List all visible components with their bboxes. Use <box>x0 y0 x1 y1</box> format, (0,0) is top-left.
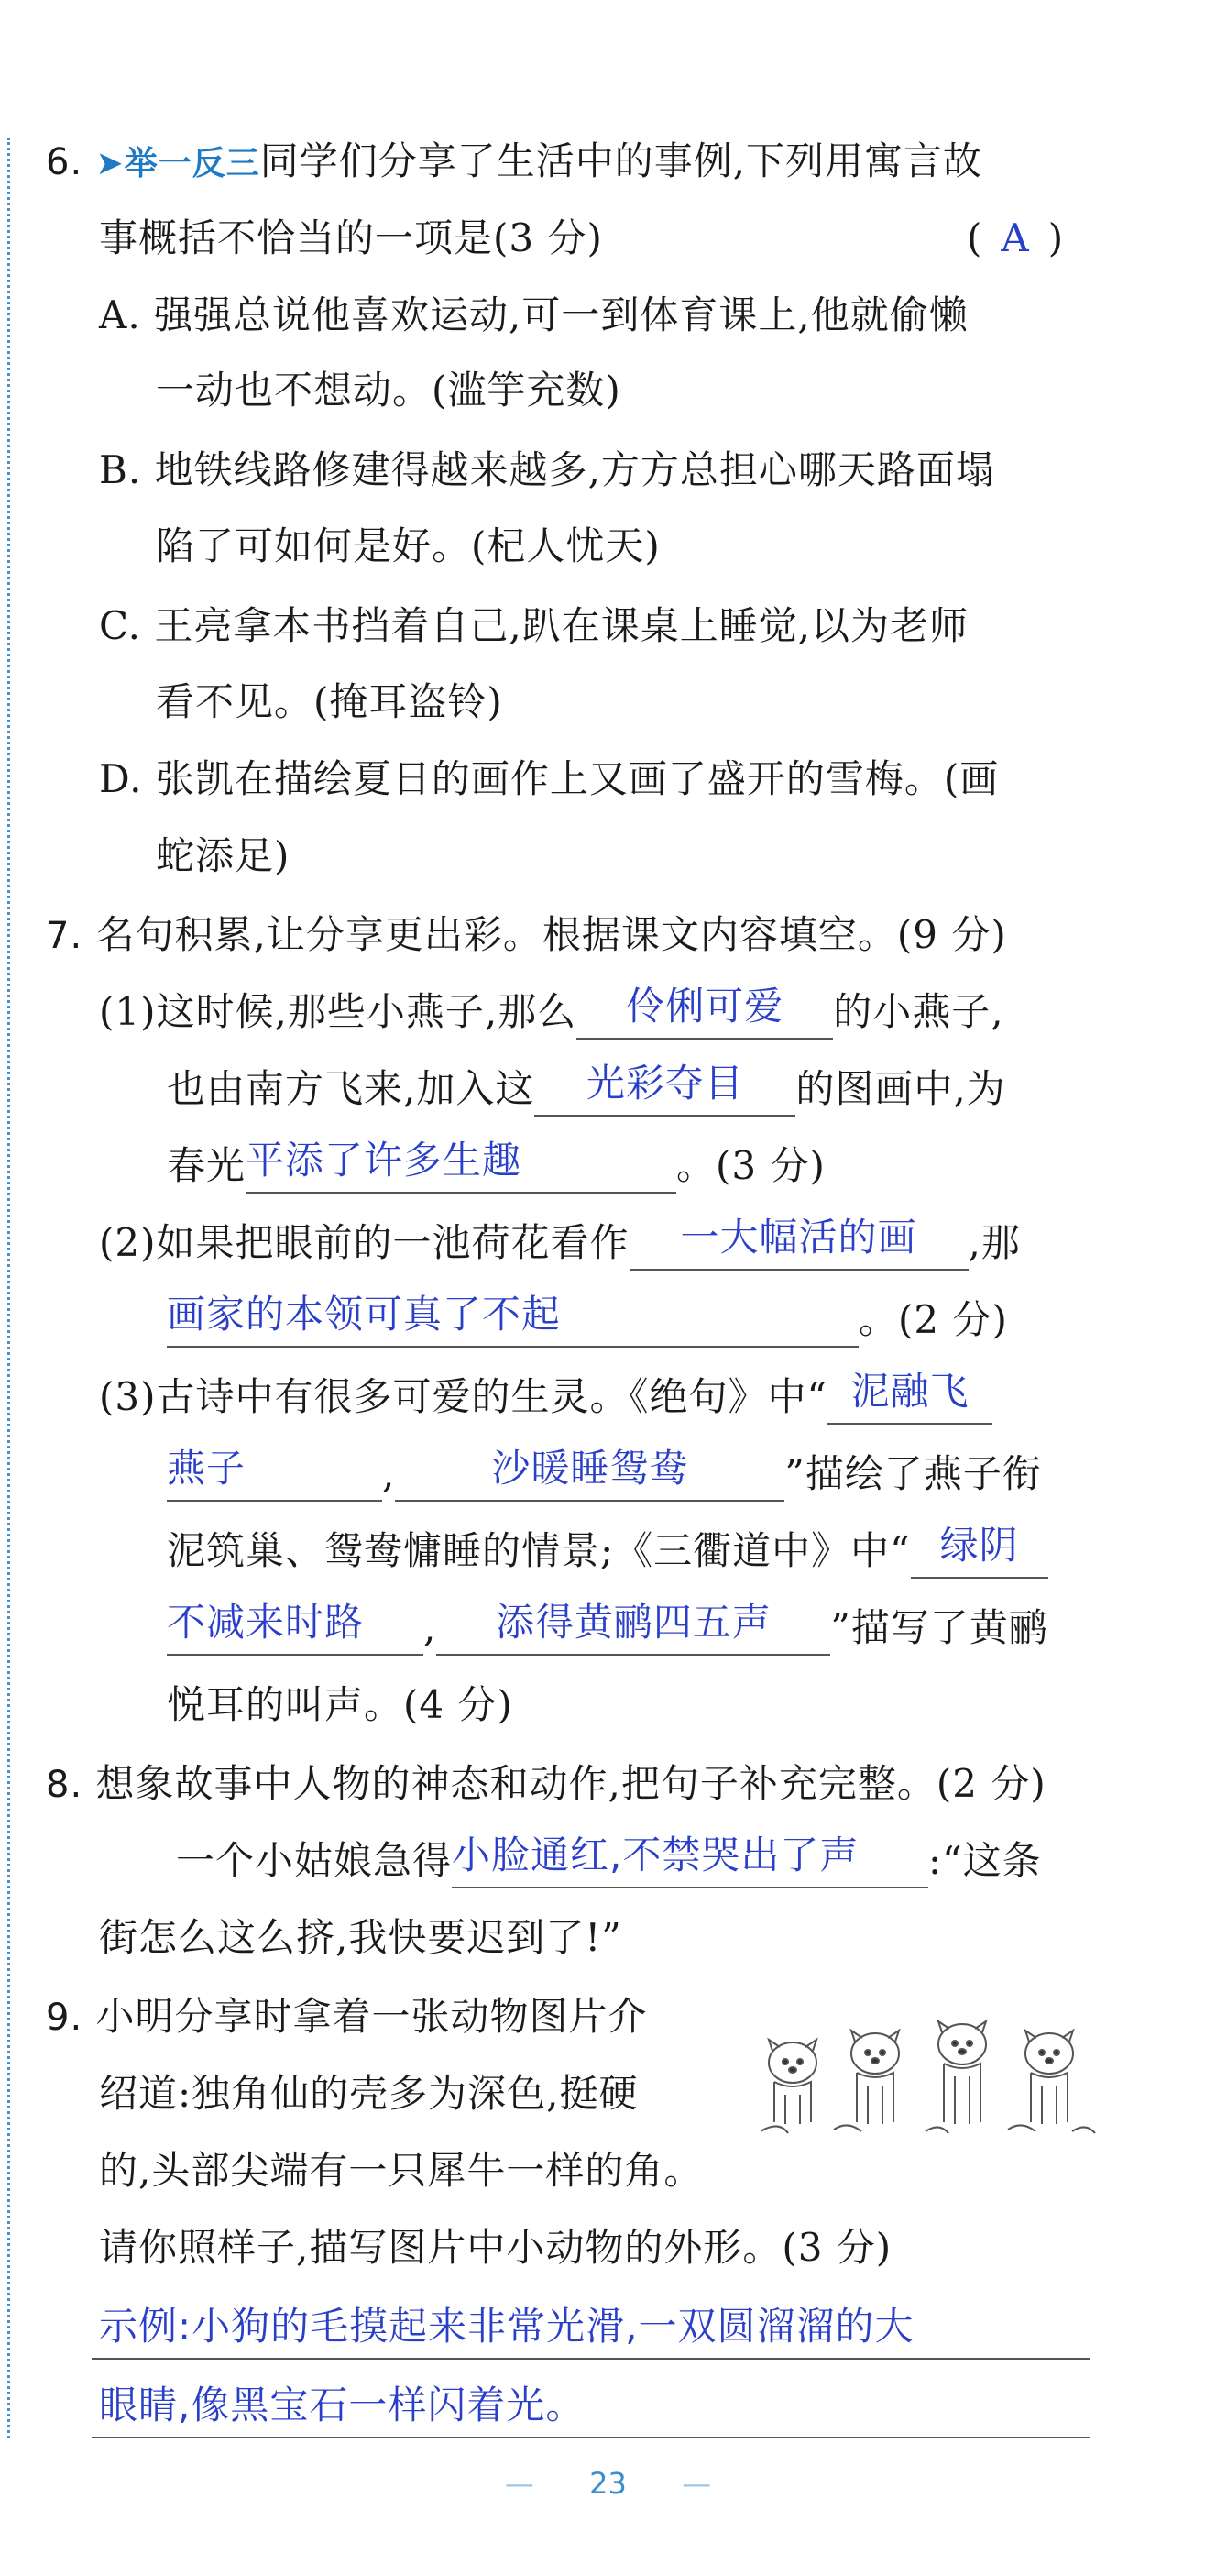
q7-part3-line3: 泥筑巢、鸳鸯慵睡的情景;《三衢道中》中“ 绿阴 <box>167 1525 1048 1579</box>
q6-option-c-line2: 看不见。(掩耳盗铃) <box>156 679 503 724</box>
q7-part1-line1: (1)这时候,那些小燕子,那么 伶俐可爱 的小燕子, <box>99 986 1004 1040</box>
q6-text2: 事概括不恰当的一项是(3 分) <box>99 215 603 260</box>
q7-p2-blank2[interactable]: 画家的本领可真了不起 <box>167 1294 859 1348</box>
q9-line1: 9. 小明分享时拿着一张动物图片介 <box>46 1994 648 2039</box>
q6-tag: ➤举一反三 <box>95 145 260 182</box>
q6-option-d-line2: 蛇添足) <box>156 833 290 878</box>
q6-option-a-line1: A. 强强总说他喜欢运动,可一到体育课上,他就偷懒 <box>99 292 969 337</box>
q7-p3-blank2[interactable]: 沙暖睡鸳鸯 <box>395 1448 784 1502</box>
q6-option-b-line1: B. 地铁线路修建得越来越多,方方总担心哪天路面塌 <box>99 447 995 492</box>
q7-p2-blank1[interactable]: 一大幅活的画 <box>630 1217 969 1271</box>
q7-p3-blank1b[interactable]: 燕子 <box>167 1448 382 1502</box>
q9-answer-line2[interactable] <box>99 2380 585 2431</box>
q7-part3-line1: (3)古诗中有很多可爱的生灵。《绝句》中“ 泥融飞 <box>99 1371 992 1425</box>
q9-line2: 绍道:独角仙的壳多为深色,挺硬 <box>99 2071 639 2116</box>
q7-part3-line4: 不减来时路 , 添得黄鹂四五声 ”描写了黄鹂 <box>167 1602 1048 1656</box>
q6-number: 6. <box>46 141 83 183</box>
q7-title: 名句积累,让分享更出彩。根据课文内容填空。(9 分) <box>95 912 1007 957</box>
q7-p3-blank3a[interactable]: 绿阴 <box>911 1525 1048 1579</box>
q7-part2-line2: 画家的本领可真了不起 。(2 分) <box>167 1294 1008 1348</box>
q6-option-a-line2: 一动也不想动。(滥竽充数) <box>156 368 621 413</box>
q9-line3: 的,头部尖端有一只犀牛一样的角。 <box>99 2148 704 2193</box>
q6-option-c-line1: C. 王亮拿本书挡着自己,趴在课桌上睡觉,以为老师 <box>99 603 970 648</box>
q7-p3-blank3b[interactable]: 不减来时路 <box>167 1602 423 1656</box>
q7-p1-blank3[interactable]: 平添了许多生趣 <box>246 1140 676 1194</box>
q9-answer-underline1 <box>92 2358 1090 2360</box>
q6-text1: 同学们分享了生活中的事例,下列用寓言故 <box>259 138 983 183</box>
q9-answer-text2: 眼睛,像黑宝石一样闪着光。 <box>99 2383 586 2427</box>
margin-dotted-line <box>7 138 10 2438</box>
page-number: 23 <box>589 2466 627 2501</box>
q6-answer-bracket: ( A ) <box>967 215 1065 260</box>
q7-number: 7. <box>46 915 83 957</box>
q7-p1-blank1[interactable]: 伶俐可爱 <box>576 986 833 1040</box>
q8-number: 8. <box>46 1764 83 1806</box>
q6-answer: A <box>1001 215 1030 260</box>
q8-line1: 一个小姑娘急得小脸通红,不禁哭出了声 :“这条 <box>176 1835 1042 1888</box>
q7-part1-line3: 春光平添了许多生趣 。(3 分) <box>167 1140 826 1194</box>
q7-title-line <box>46 909 1007 962</box>
q9-answer-text1: 示例:小狗的毛摸起来非常光滑,一双圆溜溜的大 <box>99 2304 915 2349</box>
q6-line1 <box>46 136 982 190</box>
q6-option-d-line1: D. 张凯在描绘夏日的画作上又画了盛开的雪梅。(画 <box>99 756 1000 801</box>
q7-p1-blank2[interactable]: 光彩夺目 <box>534 1063 795 1117</box>
puppy-icon <box>769 2040 816 2124</box>
page-footer: — 23 — <box>504 2466 712 2501</box>
q6-line2 <box>99 213 603 264</box>
puppy-icon <box>1025 2031 1073 2124</box>
q7-p3-blank1a[interactable]: 泥融飞 <box>827 1371 992 1425</box>
q9-line4: 请你照样子,描写图片中小动物的外形。(3 分) <box>99 2225 893 2270</box>
q7-part3-line5: 悦耳的叫声。(4 分) <box>167 1682 513 1727</box>
q9-answer-line1[interactable] <box>99 2301 915 2352</box>
q7-part2-line1: (2)如果把眼前的一池荷花看作 一大幅活的画 ,那 <box>99 1217 1021 1271</box>
q8-title: 想象故事中人物的神态和动作,把句子补充完整。(2 分) <box>95 1761 1046 1806</box>
puppy-icon <box>851 2031 899 2124</box>
q7-part3-line2: 燕子 , 沙暖睡鸳鸯 ”描绘了燕子衔 <box>167 1448 1042 1502</box>
q7-p3-blank4[interactable]: 添得黄鹂四五声 <box>436 1602 830 1656</box>
q8-title-line <box>46 1758 1046 1811</box>
q8-blank[interactable]: 小脸通红,不禁哭出了声 <box>452 1835 928 1888</box>
q9-answer-underline2 <box>92 2437 1090 2438</box>
puppies-illustration <box>761 2012 1100 2150</box>
q8-line2: 街怎么这么挤,我快要迟到了!” <box>99 1915 622 1960</box>
puppy-icon <box>938 2021 986 2124</box>
q6-option-b-line2: 陷了可如何是好。(杞人忧天) <box>156 523 661 568</box>
q9-number: 9. <box>46 1997 83 2039</box>
q7-part1-line2: 也由南方飞来,加入这 光彩夺目 的图画中,为 <box>167 1063 1006 1117</box>
